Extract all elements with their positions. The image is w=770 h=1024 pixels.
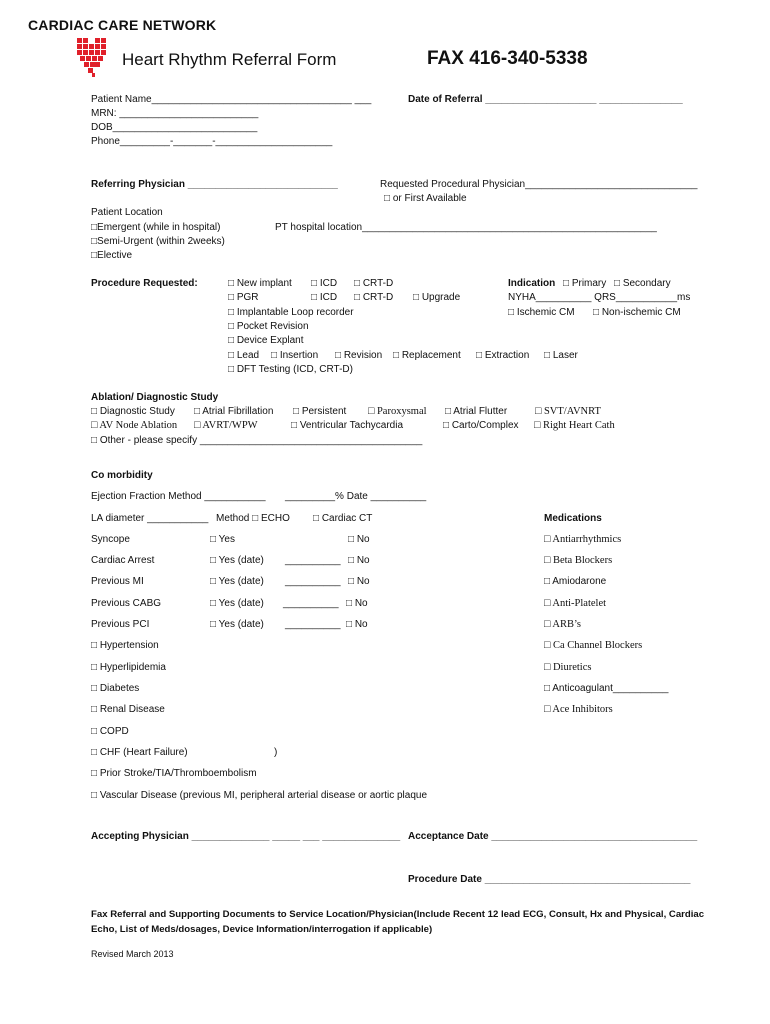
renal-disease-checkbox[interactable]: □ Renal Disease (91, 704, 165, 715)
previous-pci-no-checkbox[interactable]: □ No (346, 619, 368, 630)
device-explant-checkbox[interactable]: □ Device Explant (228, 335, 304, 346)
acceptance-date-field[interactable]: Acceptance Date _____________________________________ (408, 831, 698, 842)
la-diameter-field[interactable]: LA diameter ___________ (91, 513, 209, 524)
diabetes-checkbox[interactable]: □ Diabetes (91, 683, 140, 694)
patient-location-heading: Patient Location (91, 207, 163, 218)
ejection-fraction-field[interactable]: Ejection Fraction Method ___________ (91, 491, 266, 502)
previous-cabg-yes-checkbox[interactable]: □ Yes (date) (210, 598, 264, 609)
previous-pci-label: Previous PCI (91, 619, 150, 630)
patient-name-field[interactable]: Patient Name____________________________________ ___ (91, 94, 372, 105)
svt-avnrt-checkbox[interactable]: □ SVT/AVNRT (535, 406, 601, 417)
previous-pci-date-field[interactable]: __________ (285, 619, 341, 630)
cardiac-ct-checkbox[interactable]: □ Cardiac CT (313, 513, 373, 524)
vascular-disease-checkbox[interactable]: □ Vascular Disease (previous MI, peripheral arterial disease or aortic plaque (91, 790, 428, 801)
procedure-requested-heading: Procedure Requested: (91, 278, 198, 289)
fax-number: FAX 416-340-5338 (427, 48, 588, 69)
brand-name: CARDIAC CARE NETWORK (28, 17, 217, 33)
beta-blockers-checkbox[interactable]: □ Beta Blockers (544, 555, 613, 566)
ace-inhibitors-checkbox[interactable]: □ Ace Inhibitors (544, 704, 613, 715)
elective-checkbox[interactable]: □Elective (91, 250, 133, 261)
previous-cabg-no-checkbox[interactable]: □ No (346, 598, 368, 609)
new-implant-checkbox[interactable]: □ New implant (228, 278, 292, 289)
anticoagulant-field[interactable]: □ Anticoagulant__________ (544, 683, 669, 694)
diuretics-checkbox[interactable]: □ Diuretics (544, 662, 592, 673)
previous-mi-label: Previous MI (91, 576, 144, 587)
previous-cabg-date-field[interactable]: __________ (283, 598, 339, 609)
prior-stroke-checkbox[interactable]: □ Prior Stroke/TIA/Thromboembolism (91, 768, 257, 779)
dob-field[interactable]: DOB__________________________ (91, 122, 258, 133)
previous-cabg-label: Previous CABG (91, 598, 162, 609)
icd-checkbox[interactable]: □ ICD (311, 278, 338, 289)
copd-checkbox[interactable]: □ COPD (91, 726, 129, 737)
hypertension-checkbox[interactable]: □ Hypertension (91, 640, 159, 651)
nyha-qrs-field[interactable]: NYHA__________ QRS___________ms (508, 292, 691, 303)
accepting-physician-field[interactable]: Accepting Physician ______________ _____ ___ ______________ (91, 831, 401, 842)
revised-date: Revised March 2013 (91, 949, 174, 959)
atrial-fibrillation-checkbox[interactable]: □ Atrial Fibrillation (194, 406, 274, 417)
fax-instructions-line2: Echo, List of Meds/dosages, Device Information/interrogation if applicable) (91, 924, 433, 935)
carto-complex-checkbox[interactable]: □ Carto/Complex (443, 420, 519, 431)
medications-heading: Medications (544, 513, 602, 524)
syncope-label: Syncope (91, 534, 130, 545)
ablation-heading: Ablation/ Diagnostic Study (91, 392, 219, 403)
right-heart-cath-checkbox[interactable]: □ Right Heart Cath (534, 420, 615, 431)
replacement-checkbox[interactable]: □ Replacement (393, 350, 461, 361)
antiarrhythmics-checkbox[interactable]: □ Antiarrhythmics (544, 534, 622, 545)
av-node-ablation-checkbox[interactable]: □ AV Node Ablation (91, 420, 178, 431)
ischemic-cm-checkbox[interactable]: □ Ischemic CM (508, 307, 575, 318)
phone-field[interactable]: Phone_________-_______-_____________________ (91, 136, 333, 147)
diagnostic-study-checkbox[interactable]: □ Diagnostic Study (91, 406, 175, 417)
amiodarone-checkbox[interactable]: □ Amiodarone (544, 576, 607, 587)
pgr-icd-checkbox[interactable]: □ ICD (311, 292, 338, 303)
non-ischemic-cm-checkbox[interactable]: □ Non-ischemic CM (593, 307, 681, 318)
ef-percent-date-field[interactable]: _________% Date __________ (285, 491, 427, 502)
previous-mi-date-field[interactable]: __________ (285, 576, 341, 587)
procedure-date-field[interactable]: Procedure Date _____________________________________ (408, 874, 691, 885)
comorbidity-heading: Co morbidity (91, 470, 153, 481)
emergent-checkbox[interactable]: □Emergent (while in hospital) (91, 222, 221, 233)
fax-instructions-line1: Fax Referral and Supporting Documents to Service Location/Physician(Include Recent 12 lead ECG, Consult, Hx and Physical, Cardiac (91, 909, 705, 920)
insertion-checkbox[interactable]: □ Insertion (271, 350, 319, 361)
pt-hospital-location-field[interactable]: PT hospital location_____________________________________________________ (275, 222, 657, 233)
persistent-checkbox[interactable]: □ Persistent (293, 406, 347, 417)
heart-logo-icon (76, 36, 110, 80)
crt-d-checkbox[interactable]: □ CRT-D (354, 278, 394, 289)
indication-heading: Indication (508, 278, 556, 289)
ventricular-tachycardia-checkbox[interactable]: □ Ventricular Tachycardia (291, 420, 404, 431)
hyperlipidemia-checkbox[interactable]: □ Hyperlipidemia (91, 662, 166, 673)
avrt-wpw-checkbox[interactable]: □ AVRT/WPW (194, 420, 258, 431)
chf-checkbox[interactable]: □ CHF (Heart Failure) (91, 747, 188, 758)
primary-checkbox[interactable]: □ Primary (563, 278, 607, 289)
upgrade-checkbox[interactable]: □ Upgrade (413, 292, 461, 303)
chf-paren: ) (274, 747, 278, 758)
revision-checkbox[interactable]: □ Revision (335, 350, 383, 361)
anti-platelet-checkbox[interactable]: □ Anti-Platelet (544, 598, 607, 609)
first-available-checkbox[interactable]: □ or First Available (384, 193, 467, 204)
loop-recorder-checkbox[interactable]: □ Implantable Loop recorder (228, 307, 354, 318)
previous-mi-no-checkbox[interactable]: □ No (348, 576, 370, 587)
arbs-checkbox[interactable]: □ ARB’s (544, 619, 581, 630)
pocket-revision-checkbox[interactable]: □ Pocket Revision (228, 321, 309, 332)
previous-pci-yes-checkbox[interactable]: □ Yes (date) (210, 619, 264, 630)
referring-physician-field[interactable]: Referring Physician ___________________________ (91, 179, 338, 190)
atrial-flutter-checkbox[interactable]: □ Atrial Flutter (445, 406, 508, 417)
extraction-checkbox[interactable]: □ Extraction (476, 350, 530, 361)
lead-checkbox[interactable]: □ Lead (228, 350, 260, 361)
date-of-referral-field[interactable]: Date of Referral ____________________ _______________ (408, 94, 683, 105)
pgr-checkbox[interactable]: □ PGR (228, 292, 259, 303)
other-specify-field[interactable]: □ Other - please specify ________________________________________ (91, 435, 423, 446)
dft-testing-checkbox[interactable]: □ DFT Testing (ICD, CRT-D) (228, 364, 353, 375)
syncope-yes-checkbox[interactable]: □ Yes (210, 534, 235, 545)
requested-physician-field[interactable]: Requested Procedural Physician_______________________________ (380, 179, 698, 190)
semi-urgent-checkbox[interactable]: □Semi-Urgent (within 2weeks) (91, 236, 225, 247)
syncope-no-checkbox[interactable]: □ No (348, 534, 370, 545)
form-title: Heart Rhythm Referral Form (122, 50, 337, 69)
laser-checkbox[interactable]: □ Laser (544, 350, 578, 361)
pgr-crt-d-checkbox[interactable]: □ CRT-D (354, 292, 394, 303)
secondary-checkbox[interactable]: □ Secondary (614, 278, 671, 289)
mrn-field[interactable]: MRN: _________________________ (91, 108, 259, 119)
cardiac-arrest-label: Cardiac Arrest (91, 555, 155, 566)
cardiac-arrest-date-field[interactable]: __________ (285, 555, 341, 566)
echo-checkbox[interactable]: Method □ ECHO (216, 513, 290, 524)
cardiac-arrest-no-checkbox[interactable]: □ No (348, 555, 370, 566)
paroxysmal-checkbox[interactable]: □ Paroxysmal (368, 406, 427, 417)
ca-channel-blockers-checkbox[interactable]: □ Ca Channel Blockers (544, 640, 643, 651)
cardiac-arrest-yes-checkbox[interactable]: □ Yes (date) (210, 555, 264, 566)
previous-mi-yes-checkbox[interactable]: □ Yes (date) (210, 576, 264, 587)
